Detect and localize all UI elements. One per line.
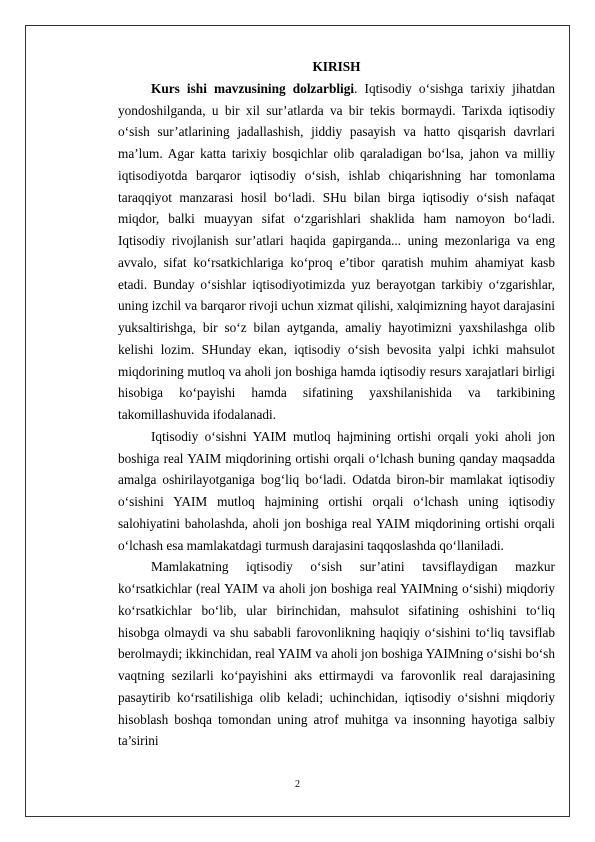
paragraph-2 bbox=[118, 426, 555, 557]
document-body bbox=[118, 56, 555, 752]
paragraph-text: Mamlakatning iqtisodiy o‘sish sur’atini tavsiflaydigan mazkur ko‘rsatkichlar (real YAIM va aholi jon boshiga real YAIMning o‘sishi) miqdoriy ko‘rsatkichlar bo‘lib, ular birinchidan, mahsulot sifatining oshishini to‘liq hisobga olmaydi va shu sababli farovonlikning haqiqiy o‘sishini to‘liq tavsiflab berolmaydi; ikkinchidan, real YAIM va aholi jon boshiga YAIMning o‘sishi bo‘sh vaqtning sezilarli ko‘payishini aks ettirmaydi va farovonlik real darajasining pasaytirib ko‘rsatilishiga olib keladi; uchinchidan, iqtisodiy o‘sishni miqdoriy hisoblash boshqa tomondan uning atrof muhitga va insonning hayotiga salbiy ta’sirini bbox=[118, 559, 555, 749]
paragraph-text: . Iqtisodiy o‘sishga tarixiy jihatdan yondoshilganda, u bir xil sur’atlarda va bir tekis bormaydi. Tarixda iqtisodiy o‘sish sur’atlarining jadallashish, jiddiy pasayish va hatto qisqarish davrlari ma’lum. Agar katta tarixiy bosqichlar olib qaraladigan bo‘lsa, jahon va milliy iqtisodiyotda barqaror iqtisodiy o‘sish, ishlab chiqarishning har tomonlama taraqqiyot manzarasi hosil bo‘ladi. SHu bilan birga iqtisodiy o‘sish nafaqat miqdor, balki muayyan sifat o‘zgarishlari shaklida ham namoyon bo‘ladi. Iqtisodiy rivojlanish sur’atlari haqida gapirganda... uning mezonlariga va eng avvalo, sifat ko‘rsatkichlariga ko‘proq e’tibor qaratish muhim ahamiyat kasb etadi. Bunday o‘sishlar iqtisodiyotimizda yuz berayotgan tarkibiy o‘zgarishlar, uning izchil va barqaror rivoji uchun xizmat qilishi, xalqimizning hayot darajasini yuksaltirishga, bir so‘z bilan aytganda, amaliy hayotimizni yaxshilashga olib kelishi lozim. SHunday ekan, iqtisodiy o‘sish bevosita yalpi ichki mahsulot miqdorining mutloq va aholi jon boshiga hamda iqtisodiy resurs xarajatlari birligi hisobiga ko‘payishi hamda sifatining yaxshilanishida va tarkibining takomillashuvida ifodalanadi. bbox=[118, 80, 555, 422]
paragraph-1 bbox=[118, 78, 555, 426]
paragraph-3 bbox=[118, 556, 555, 752]
page-number: 2 bbox=[295, 779, 300, 790]
paragraph-text: Iqtisodiy o‘sishni YAIM mutloq hajmining ortishi orqali yoki aholi jon boshiga real YAIM miqdorining ortishi orqali o‘lchash buning qanday maqsadda amalga oshirilayotganiga bog‘liq bo‘ladi. Odatda biron-bir mamlakat iqtisodiy o‘sishini YAIM mutloq hajmining ortishi orqali o‘lchash uning iqtisodiy salohiyatini baholashda, aholi jon boshiga real YAIM miqdorining ortishi orqali o‘lchash esa mamlakatdagi turmush darajasini taqqoslashda qo‘llaniladi. bbox=[118, 428, 555, 553]
paragraph-lead-bold: Kurs ishi mavzusining dolzarbligi bbox=[151, 80, 355, 96]
section-title: KIRISH bbox=[312, 59, 361, 74]
